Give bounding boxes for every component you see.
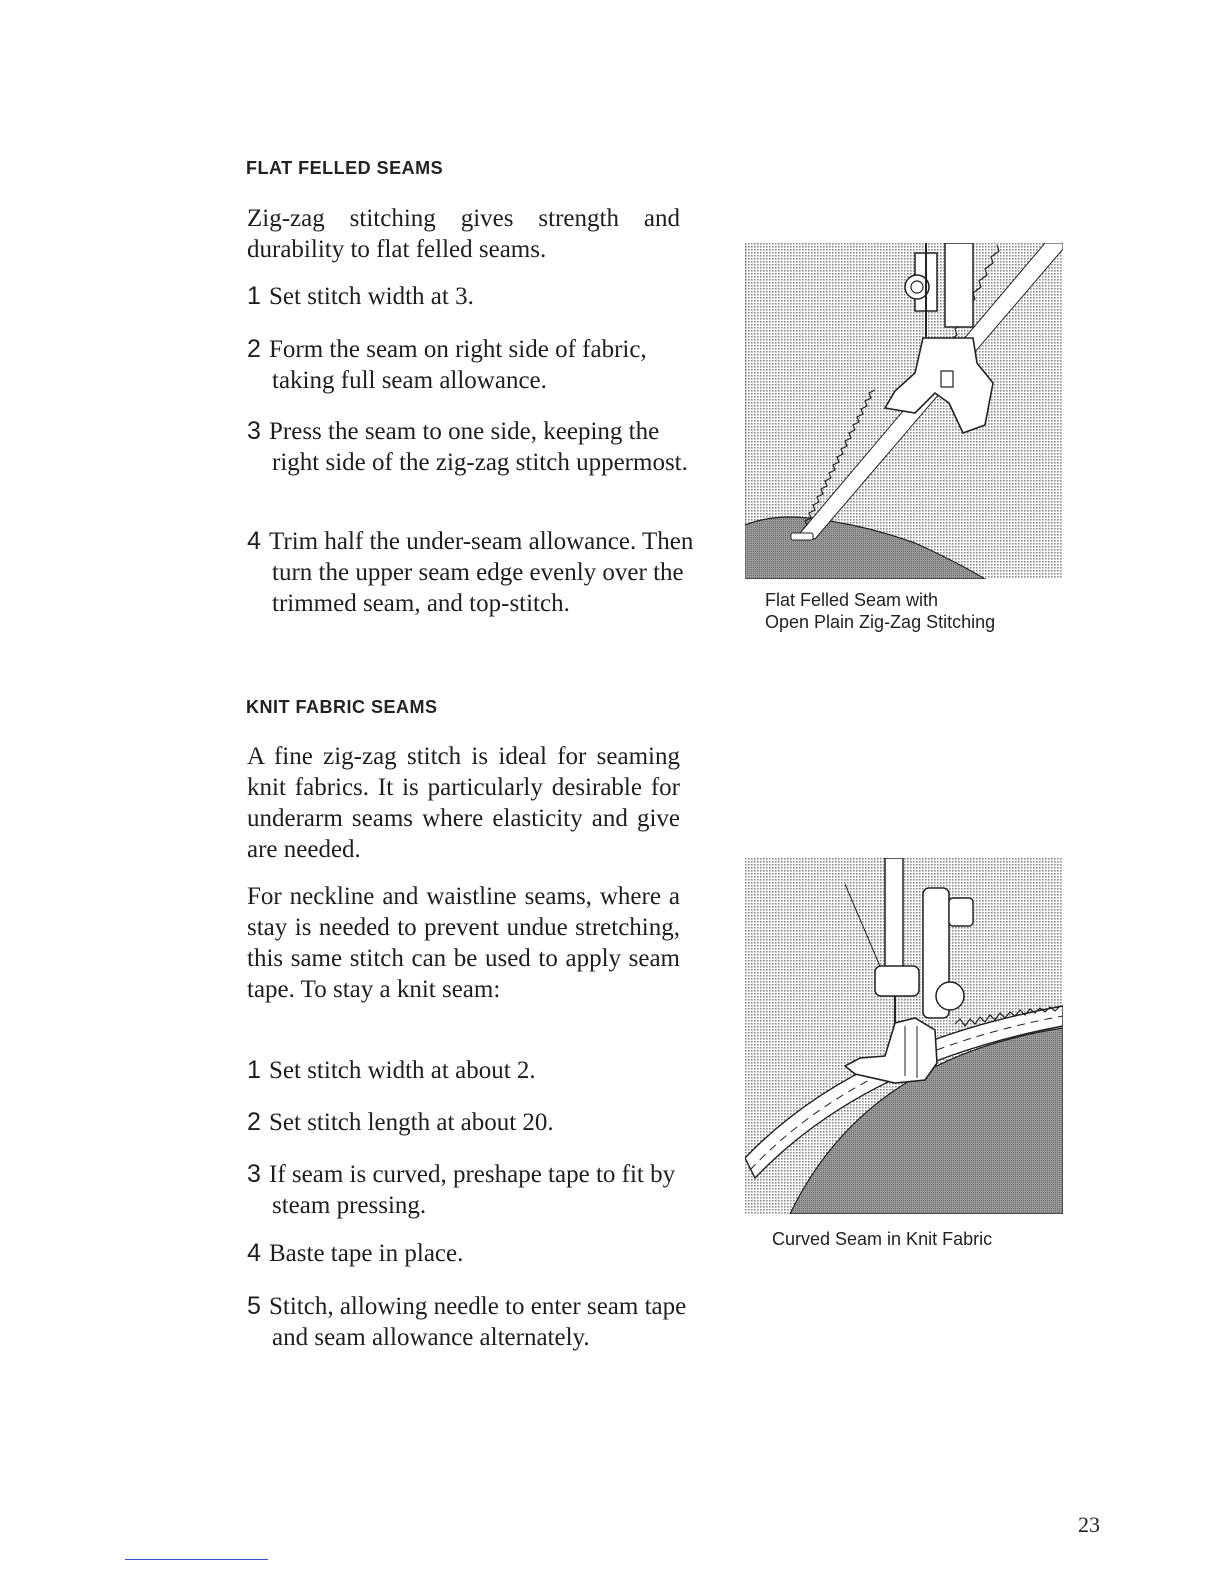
step-text: Press the seam to one side, keeping the right side of the zig-zag stitch uppermost. [269, 418, 688, 476]
flat-felled-step-1 [247, 281, 705, 312]
figure-caption-flat-felled [745, 589, 1063, 633]
step-text: Set stitch length at about 20. [269, 1109, 554, 1136]
knit-fabric-para2: For neckline and waistline seams, where a stay is needed to prevent undue stretching, this same stitch can be used to apply seam tape. To stay a knit seam: [247, 883, 680, 1003]
caption-line-1: Flat Felled Seam with [765, 590, 939, 610]
flat-felled-intro: Zig-zag stitching gives strength and durability to flat felled seams. [247, 205, 680, 263]
step-number: 5 [247, 1292, 261, 1320]
step-number: 1 [247, 1056, 261, 1084]
knit-step-5 [247, 1291, 705, 1353]
footer-rule [125, 1559, 268, 1560]
caption-line-2: Open Plain Zig-Zag Stitching [765, 612, 996, 632]
step-text: Trim half the under-seam allowance. Then turn the upper seam edge evenly over the trimmed seam, and top-stitch. [269, 528, 694, 617]
knit-step-4 [247, 1238, 705, 1269]
step-number: 4 [247, 1239, 261, 1267]
section-heading-flat-felled-seams: FLAT FELLED SEAMS [246, 158, 444, 178]
step-text: Stitch, allowing needle to enter seam tape and seam allowance alternately. [269, 1293, 687, 1351]
step-number: 2 [247, 1108, 261, 1136]
sewing-foot-illustration [745, 243, 1063, 579]
flat-felled-step-2 [247, 334, 705, 396]
figure-flat-felled-seam [745, 243, 1063, 633]
step-number: 4 [247, 527, 261, 555]
step-number: 1 [247, 282, 261, 310]
page-number: 23 [1078, 1512, 1100, 1537]
step-text: Baste tape in place. [269, 1240, 464, 1267]
step-text: Set stitch width at 3. [269, 283, 474, 310]
knit-fabric-intro: A fine zig-zag stitch is ideal for seaming knit fabrics. It is particularly desirable for underarm seams where elasticity and give are needed. [247, 743, 680, 863]
step-number: 3 [247, 417, 261, 445]
step-text: If seam is curved, preshape tape to fit by steam pressing. [269, 1161, 676, 1219]
step-text: Set stitch width at about 2. [269, 1057, 536, 1084]
step-number: 3 [247, 1160, 261, 1188]
step-number: 2 [247, 335, 261, 363]
figure-curved-seam-knit [745, 858, 1063, 1250]
knit-step-2 [247, 1107, 705, 1138]
figure-caption-curved-seam: Curved Seam in Knit Fabric [772, 1229, 993, 1249]
flat-felled-step-3 [247, 416, 705, 478]
curved-seam-illustration [745, 858, 1063, 1214]
section-heading-knit-fabric-seams: KNIT FABRIC SEAMS [246, 697, 438, 717]
step-text: Form the seam on right side of fabric, taking full seam allowance. [269, 336, 647, 394]
flat-felled-step-4 [247, 526, 705, 619]
knit-step-1 [247, 1055, 705, 1086]
knit-step-3 [247, 1159, 705, 1221]
